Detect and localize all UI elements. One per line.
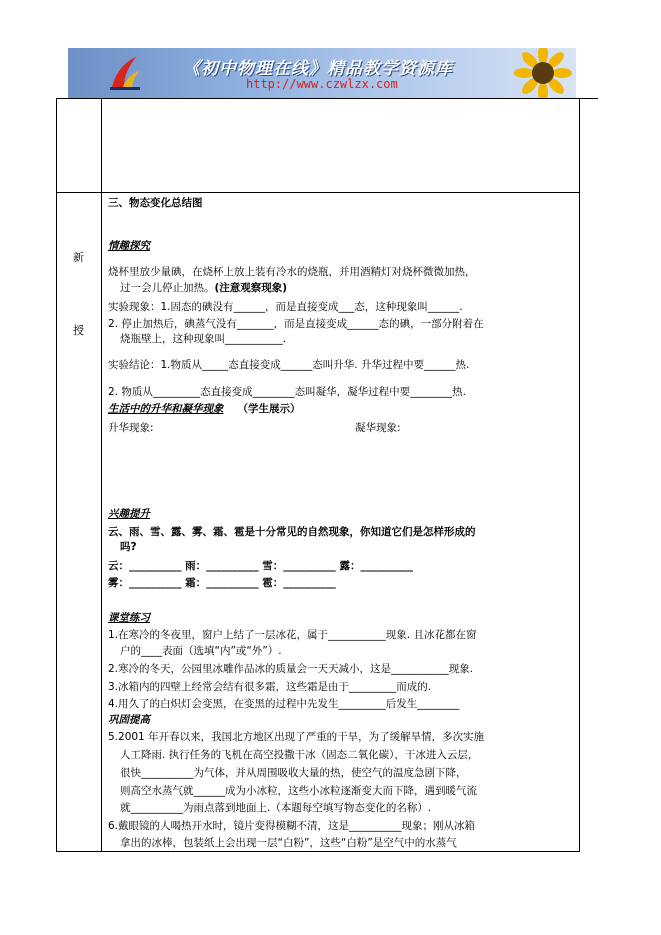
interest2-heading: 兴趣提升 [108,508,150,520]
practice-1a: 1.在寒冷的冬夜里，窗户上结了一层冰花，属于___________现象. 且冰花都在窗 [108,629,477,641]
experiment-line-1: 烧杯里放少量碘，在烧杯上放上装有冷水的烧瓶，并用酒精灯对烧杯微微加热， [108,266,476,278]
practice-3: 3.冰箱内的四壁上经常会结有很多霜，这些霜是由于_________而成的. [108,681,432,693]
sunflower-icon [514,48,572,98]
practice-5b: 人工降雨. 执行任务的飞机在高空投撒干冰（固态二氧化碳），干冰进入云层， [120,749,479,761]
observation-1: 实验现象：1.固态的碘没有______，而是直接变成___态，这种现象叫______. [108,301,463,313]
conclusion-1: 实验结论：1.物质从_____态直接变成______态叫升华. 升华过程中要______热. [108,359,470,371]
side-label-xin: 新 [73,251,84,264]
practice-1b: 户的____表面（选填“内”或“外”）. [120,645,282,657]
header-banner [68,48,576,98]
practice-6a: 6.戴眼镜的人喝热开水时，镜片变得模糊不清，这是__________现象；刚从冰箱 [108,820,476,832]
experiment-line-2 [120,281,287,295]
question-line-1: 云、雨、雪、露、雾、霜、雹是十分常见的自然现象，你知道它们是怎样形成的 [108,526,476,538]
table-row-divider [56,192,580,193]
consolidate-heading: 巩固提高 [108,714,150,726]
life-heading: 生活中的升华和凝华现象 [108,403,224,415]
desublimation-label: 凝华现象: [355,422,401,434]
life-row [108,402,301,416]
section-title: 三、物态变化总结图 [108,197,203,209]
table-column-divider [101,98,102,852]
table-edge-line [580,98,598,99]
practice-5c: 很快__________为气体，并从周围吸收大量的热，使空气的温度急剧下降， [120,767,467,779]
experiment-text: 过一会儿停止加热。 [120,282,215,294]
life-note: （学生展示） [237,403,301,415]
sublimation-label: 升华现象: [108,422,154,434]
observation-2: 2. 停止加热后，碘蒸气没有_______，而是直接变成______态的碘，一部分附着在 [108,318,484,330]
practice-5a: 5.2001 年开春以来，我国北方地区出现了严重的干旱，为了缓解旱情，多次实施 [108,731,485,743]
fill-row-1: 云：__________ 雨：__________ 雪：__________ 露：__________ [108,560,413,572]
interest-heading: 情趣探究 [108,240,150,252]
banner-url: http://www.czwlzx.com [246,77,398,91]
side-label-shou: 授 [73,324,84,337]
experiment-note: (注意观察现象) [214,282,288,294]
practice-2: 2.寒冷的冬天，公园里冰雕作品冰的质量会一天天减小，这是___________现象. [108,663,474,675]
fill-row-2: 雾：__________ 霜：__________ 雹：__________ [108,577,336,589]
banner-title: 《初中物理在线》精品教学资源库 [183,59,453,79]
practice-5e: 就__________为雨点落到地面上.（本题每空填写物态变化的名称）. [120,802,432,814]
practice-4: 4.用久了的白炽灯会变黑，在变黑的过程中先发生_________后发生________ [108,698,460,710]
conclusion-2: 2. 物质从_________态直接变成________态叫凝华，凝华过程中要________热. [108,386,466,398]
practice-6b: 拿出的冰棒，包装纸上会出现一层“白粉”，这些“白粉”是空气中的水蒸气 [120,837,457,849]
question-line-2: 吗? [120,541,137,553]
logo-icon [106,53,144,93]
observation-2b: 烧瓶壁上，这种现象叫___________. [120,333,287,345]
practice-heading: 课堂练习 [108,612,150,624]
practice-5d: 则高空水蒸气就______成为小冰粒，这些小冰粒逐渐变大而下降，遇到暖气流 [120,785,477,797]
